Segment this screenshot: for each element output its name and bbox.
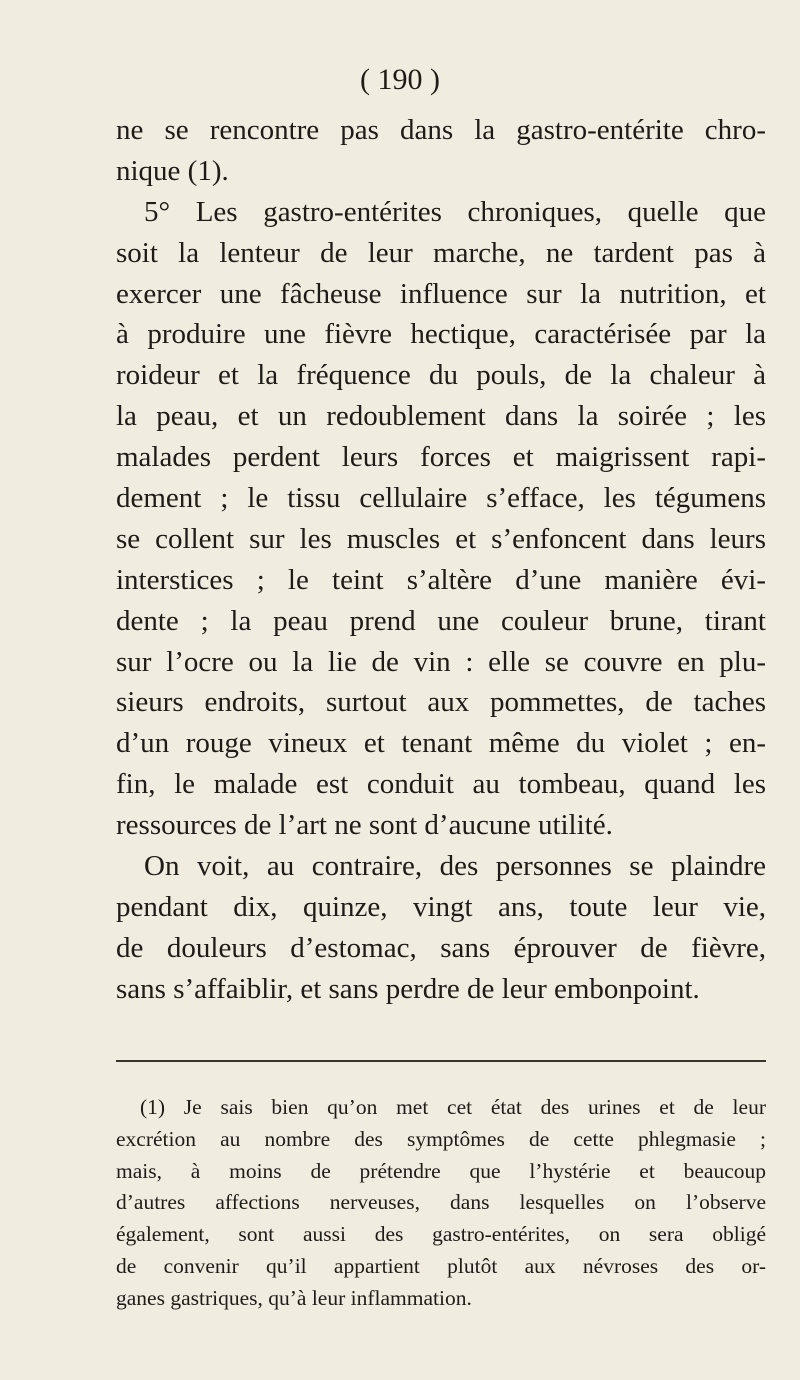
text-line: On voit, au contraire, des personnes se plaindre xyxy=(144,850,766,883)
footnote-line: de convenir qu’il appartient plutôt aux névroses des or- xyxy=(116,1253,766,1278)
page-number: ( 190 ) xyxy=(360,63,440,96)
footnote-line: mais, à moins de prétendre que l’hystérie et beaucoup xyxy=(116,1158,766,1183)
footnote-line: (1) Je sais bien qu’on met cet état des urines et de leur xyxy=(140,1095,766,1119)
text-line: roideur et la fréquence du pouls, de la chaleur à xyxy=(116,359,766,392)
footnote-line: ganes gastriques, qu’à leur inflammation. xyxy=(116,1285,472,1310)
text-line: se collent sur les muscles et s’enfoncent dans leurs xyxy=(116,522,766,555)
footnote xyxy=(116,1092,766,1315)
footnote-separator xyxy=(116,1060,766,1062)
text-line: à produire une fièvre hectique, caractérisée par la xyxy=(116,318,766,351)
footnote-line: d’autres affections nerveuses, dans lesquelles on l’observe xyxy=(116,1190,766,1215)
text-line: dement ; le tissu cellulaire s’efface, les tégumens xyxy=(116,482,766,515)
text-line: sieurs endroits, surtout aux pommettes, de taches xyxy=(116,686,766,719)
text-line: ne se rencontre pas dans la gastro-entérite chro- xyxy=(116,114,766,146)
text-line: nique (1). xyxy=(116,154,229,187)
text-line: 5° Les gastro-entérites chroniques, quelle que xyxy=(144,195,766,228)
text-line: dente ; la peau prend une couleur brune, tirant xyxy=(116,604,766,637)
text-line: exercer une fâcheuse influence sur la nutrition, et xyxy=(116,277,766,310)
text-line: ressources de l’art ne sont d’aucune utilité. xyxy=(116,809,613,842)
text-line: soit la lenteur de leur marche, ne tardent pas à xyxy=(116,236,766,269)
text-line: d’un rouge vineux et tenant même du violet ; en- xyxy=(116,727,766,760)
text-line: sur l’ocre ou la lie de vin : elle se couvre en plu- xyxy=(116,645,766,678)
text-line: malades perdent leurs forces et maigrissent rapi- xyxy=(116,441,766,474)
text-line: fin, le malade est conduit au tombeau, quand les xyxy=(116,768,766,801)
text-line: de douleurs d’estomac, sans éprouver de fièvre, xyxy=(116,931,766,964)
text-line: la peau, et un redoublement dans la soirée ; les xyxy=(116,400,766,433)
main-text xyxy=(116,110,766,1010)
footnote-line: également, sont aussi des gastro-entérites, on sera obligé xyxy=(116,1222,766,1247)
footnote-line: excrétion au nombre des symptômes de cette phlegmasie ; xyxy=(116,1126,766,1151)
text-line: interstices ; le teint s’altère d’une manière évi- xyxy=(116,563,766,596)
text-line: sans s’affaiblir, et sans perdre de leur embonpoint. xyxy=(116,972,700,1005)
text-line: pendant dix, quinze, vingt ans, toute leur vie, xyxy=(116,890,766,923)
